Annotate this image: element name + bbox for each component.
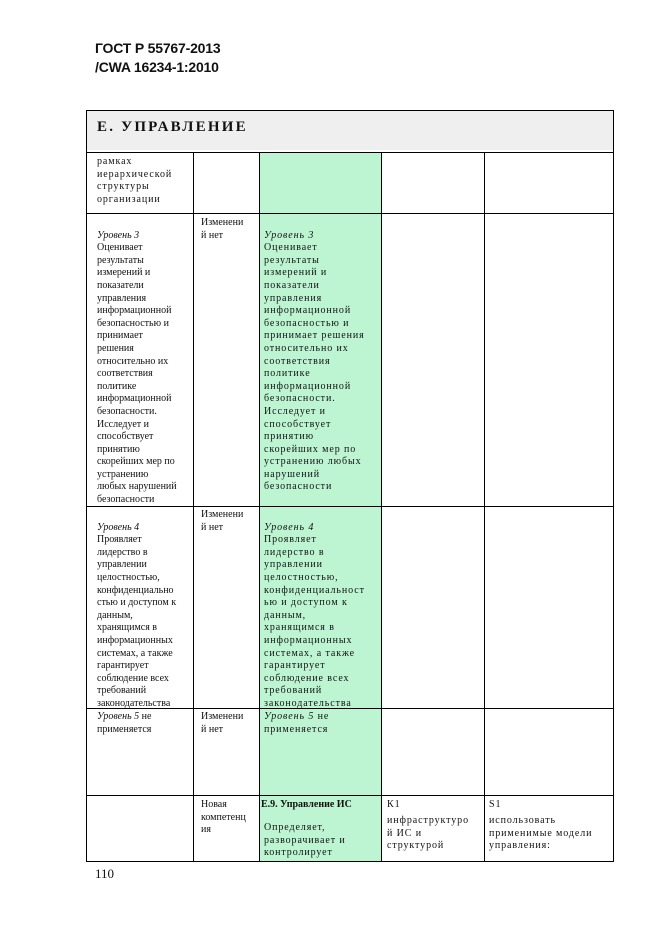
row3-col3-text: не применяется bbox=[264, 711, 330, 735]
row1-col3 bbox=[264, 217, 365, 507]
row4-col3-title: Е.9. Управление ИС bbox=[261, 799, 352, 810]
row2-col3 bbox=[264, 509, 365, 723]
row4-col2-text: Новая компетенц ия bbox=[201, 799, 246, 836]
row1-col1-text: Оценивает результаты измерений и показатели управления информационной безопасностью и принимает решения относительно их соответствия политике информационной безопасности. Исследует и способствует принятию скорейших мер по устранению любых нарушений безопасности bbox=[97, 242, 177, 506]
row1-col1 bbox=[97, 217, 177, 519]
row2-col1-text: Проявляет лидерство в управлении целостностью, конфиденциально стью и доступом к данным, хранящимся в информационных системах, а также гарантирует соблюдение всех требований законодательства bbox=[97, 534, 177, 709]
row1-col1-level: Уровень 3 bbox=[97, 229, 140, 241]
row3-col3 bbox=[264, 711, 329, 736]
page-number: 110 bbox=[95, 866, 115, 881]
row3-col1 bbox=[97, 711, 151, 736]
document-code-cwa: /CWA 16234-1:2010 bbox=[95, 59, 219, 75]
row4-col3-text: Определяет, разворачивает и контролирует bbox=[264, 822, 346, 859]
row1-col3-text: Оценивает результаты измерений и показатели управления информационной безопасностью и принимает решения относительно их соответствия политике информационной безопасности. Исследует и способствует принятию скорейших мер по устранению любых нарушений безопасности bbox=[264, 242, 365, 493]
row3-col1-level: Уровень 5 bbox=[97, 711, 140, 722]
row3-col1-text: не применяется bbox=[97, 711, 152, 735]
row4-col5-text: использовать применимые модели управления: bbox=[489, 815, 593, 852]
row2-col1-level: Уровень 4 bbox=[97, 521, 140, 533]
row2-col3-level: Уровень 4 bbox=[264, 521, 315, 533]
row2-col1 bbox=[97, 509, 176, 723]
row4-col4-text: инфраструктуро й ИС и структурой bbox=[387, 815, 469, 852]
row4-col5-code: S1 bbox=[489, 799, 502, 810]
section-title: Е. УПРАВЛЕНИЕ bbox=[97, 119, 248, 135]
row2-col2-text: Изменени й нет bbox=[201, 509, 244, 533]
row4-col4-code: К1 bbox=[387, 799, 401, 810]
row3-col2-text: Изменени й нет bbox=[201, 711, 244, 735]
row1-col2-text: Изменени й нет bbox=[201, 217, 244, 241]
row0-col1-text: рамках иерархической структуры организации bbox=[97, 156, 173, 205]
row1-col3-level: Уровень 3 bbox=[264, 229, 315, 241]
row3-col3-level: Уровень 5 bbox=[264, 711, 315, 722]
document-code: ГОСТ Р 55767-2013 bbox=[95, 40, 221, 56]
row2-col3-text: Проявляет лидерство в управлении целостностью, конфиденциальност ью и доступом к данным, хранящимся в информационных системах, а также гарантирует соблюдение всех требований законодательства bbox=[264, 534, 365, 709]
